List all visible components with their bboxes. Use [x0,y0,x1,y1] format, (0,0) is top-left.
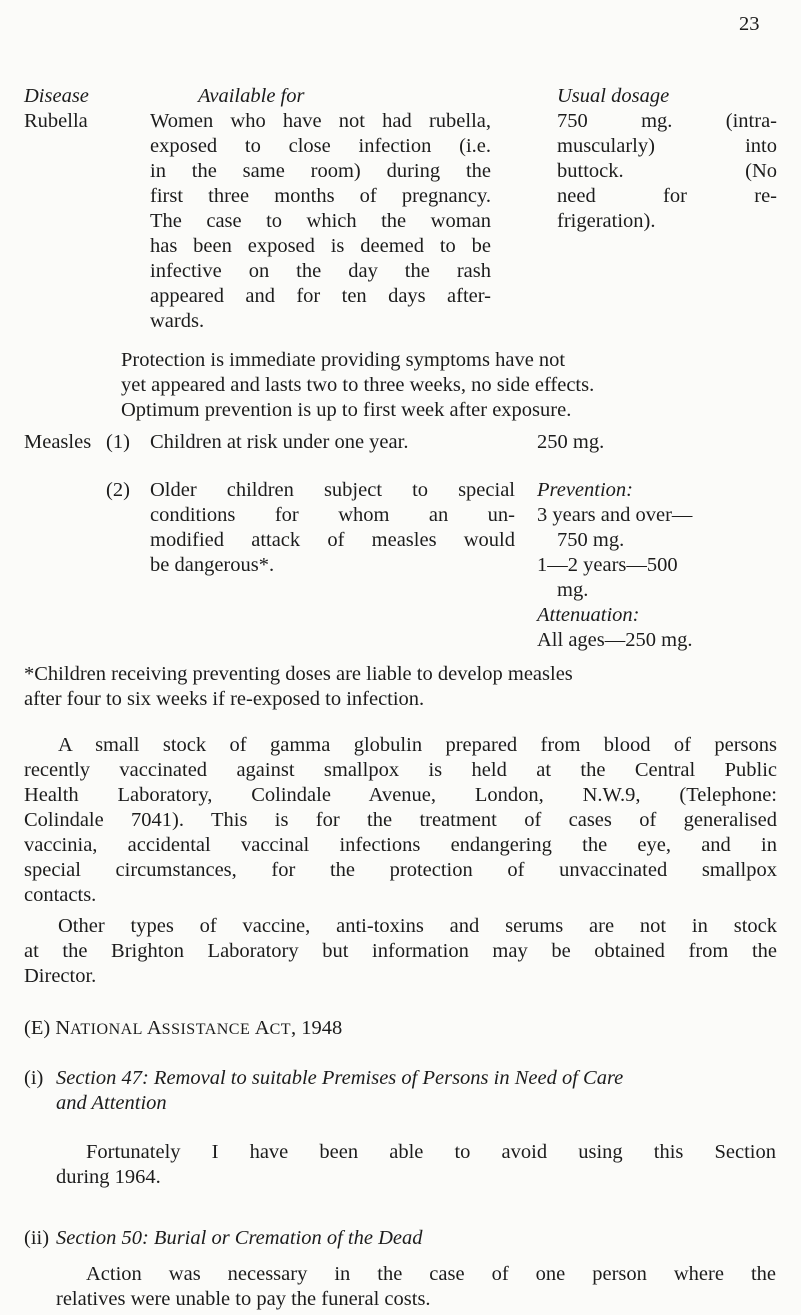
gamma-line: special circumstances, for the protection of unvaccinated smallpox [24,859,777,881]
rubella-available-line: appeared and for ten days after- [150,285,491,307]
measles-item2-line: Older children subject to special [150,479,515,501]
rubella-dosage-line: frigeration). [557,210,656,232]
prevention-line: 1—2 years—500 [537,554,678,576]
measles-item1-dose: 250 mg. [537,431,605,453]
rubella-dosage-line: 750 mg. (intra- [557,110,777,132]
protection-line: Optimum prevention is up to first week after exposure. [121,399,572,421]
gamma-line: Health Laboratory, Colindale Avenue, London, N.W.9, (Telephone: [24,784,777,806]
section-e-prefix: (E) [24,1017,56,1039]
subsection-i-number: (i) [24,1067,44,1089]
measles-item2-line: be dangerous*. [150,554,275,576]
subsection-i-title-line2: and Attention [56,1092,167,1114]
header-dosage: Usual dosage [557,85,670,107]
measles-item2-dosage [537,478,777,653]
rubella-available-line: wards. [150,310,205,332]
rubella-available-line: Women who have not had rubella, [150,110,491,132]
subsection-i-body [56,1140,776,1190]
subsection-ii-line: relatives were unable to pay the funeral costs. [56,1288,431,1310]
rubella-dosage-line: muscularly) into [557,135,777,157]
subsection-ii-title-text: Burial or Cremation of the Dead [153,1227,423,1249]
other-vaccines-paragraph [24,914,777,989]
subsection-i-line: Fortunately I have been able to avoid using this Section [86,1141,776,1163]
measles-item1-text: Children at risk under one year. [150,431,409,453]
disease-measles: Measles [24,431,92,453]
subsection-ii-title [56,1226,423,1251]
attenuation-label: Attenuation: [537,604,640,626]
other-line: Other types of vaccine, anti-toxins and serums are not in stock [58,915,777,937]
subsection-i-title [56,1066,776,1116]
measles-item2-line: modified attack of measles would [150,529,515,551]
rubella-available-line: infective on the day the rash [150,260,491,282]
section-e-heading: (E) NATIONAL ASSISTANCE ACT, 1948 [24,1017,343,1039]
gamma-line: contacts. [24,884,97,906]
gamma-globulin-paragraph [24,733,777,908]
subsection-ii-line: Action was necessary in the case of one person where the [86,1263,776,1285]
rubella-dosage-line: buttock. (No [557,160,777,182]
prevention-line: 750 mg. [557,529,625,551]
subsection-ii-body [56,1262,776,1312]
protection-line: Protection is immediate providing symptoms have not [121,349,566,371]
rubella-available-line: exposed to close infection (i.e. [150,135,491,157]
measles-item2-line: conditions for whom an un- [150,504,515,526]
subsection-i-title-line1: Removal to suitable Premises of Persons in Need of Care [153,1067,624,1089]
measles-footnote [24,662,777,712]
subsection-ii-section: Section 50: [56,1227,149,1249]
gamma-line: vaccinia, accidental vaccinal infections endangering the eye, and in [24,834,777,856]
rubella-available-line: in the same room) during the [150,160,491,182]
rubella-available-line: first three months of pregnancy. [150,185,491,207]
measles-item1-number: (1) [106,431,130,453]
subsection-i-line: during 1964. [56,1166,161,1188]
disease-rubella: Rubella [24,110,88,132]
header-available: Available for [198,85,305,107]
measles-item2-text [150,478,515,578]
attenuation-line: All ages—250 mg. [537,629,693,651]
other-line: at the Brighton Laboratory but information may be obtained from the [24,940,777,962]
gamma-line: recently vaccinated against smallpox is held at the Central Public [24,759,777,781]
header-disease: Disease [24,85,89,107]
gamma-line: Colindale 7041). This is for the treatment of cases of generalised [24,809,777,831]
measles-item2-number: (2) [106,479,130,501]
subsection-i-section: Section 47: [56,1067,149,1089]
prevention-line: mg. [557,579,589,601]
rubella-available-for [150,109,491,334]
page-number: 23 [739,13,760,35]
rubella-protection-note [121,348,759,423]
gamma-line: A small stock of gamma globulin prepared from blood of persons [58,734,777,756]
subsection-ii-number: (ii) [24,1227,50,1249]
rubella-dosage-line: need for re- [557,185,777,207]
footnote-line: after four to six weeks if re-exposed to infection. [24,688,425,710]
rubella-available-line: has been exposed is deemed to be [150,235,491,257]
prevention-line: 3 years and over— [537,504,693,526]
protection-line: yet appeared and lasts two to three weeks, no side effects. [121,374,595,396]
rubella-dosage [557,109,777,234]
footnote-line: *Children receiving preventing doses are liable to develop measles [24,663,573,685]
other-line: Director. [24,965,97,987]
prevention-label: Prevention: [537,479,634,501]
rubella-available-line: The case to which the woman [150,210,491,232]
